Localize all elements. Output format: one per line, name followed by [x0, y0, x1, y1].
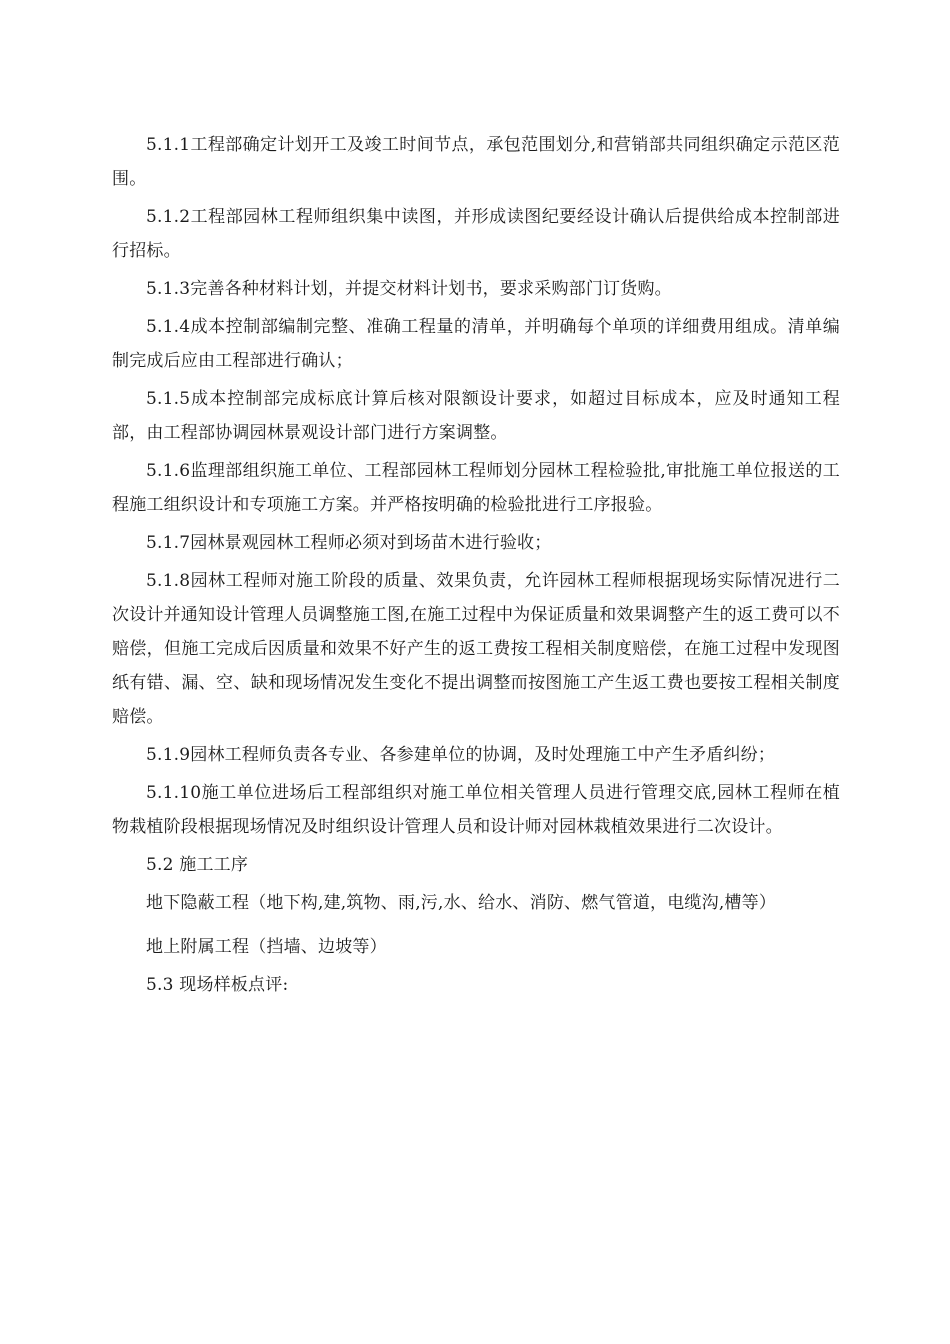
paragraph-5-1-3: 5.1.3完善各种材料计划，并提交材料计划书，要求采购部门订货购。: [146, 279, 672, 299]
paragraph-5-1-10: 5.1.10施工单位进场后工程部组织对施工单位相关管理人员进行管理交底,园林工程师在植物栽植阶段根据现场情况及时组织设计管理人员和设计师对园林栽植效果进行二次设计。: [112, 783, 840, 837]
paragraph-5-1-7: 5.1.7园林景观园林工程师必须对到场苗木进行验收；: [146, 533, 552, 553]
paragraph-5-1-9: 5.1.9园林工程师负责各专业、各参建单位的协调，及时处理施工中产生矛盾纠纷；: [146, 745, 776, 765]
paragraph-5-1-8: 5.1.8园林工程师对施工阶段的质量、效果负责，允许园林工程师根据现场实际情况进行二次设计并通知设计管理人员调整施工图,在施工过程中为保证质量和效果调整产生的返工费可以不赔偿，但施工完成后因质量和效果不好产生的返工费按工程相关制度赔偿，在施工过程中发现图纸有错、漏、空、缺和现场情况发生变化不提出调整而按图施工产生返工费也要按工程相关制度赔偿。: [112, 571, 841, 727]
paragraph-5-1-5: 5.1.5成本控制部完成标底计算后核对限额设计要求，如超过目标成本，应及时通知工程部，由工程部协调园林景观设计部门进行方案调整。: [112, 389, 840, 443]
paragraph-5-1-4: 5.1.4成本控制部编制完整、准确工程量的清单，并明确每个单项的详细费用组成。清单编制完成后应由工程部进行确认；: [112, 317, 840, 371]
section-heading-5-2: 5.2 施工工序: [146, 855, 249, 875]
section-heading-5-3: 5.3 现场样板点评:: [146, 975, 289, 995]
paragraph-aboveground-works: 地上附属工程（挡墙、边坡等）: [146, 937, 387, 957]
paragraph-5-1-1: 5.1.1工程部确定计划开工及竣工时间节点，承包范围划分,和营销部共同组织确定示范区范围。: [112, 135, 840, 189]
document-page: [112, 128, 840, 1006]
paragraph-underground-works: 地下隐蔽工程（地下构,建,筑物、雨,污,水、给水、消防、燃气管道，电缆沟,槽等）: [146, 893, 777, 913]
paragraph-5-1-2: 5.1.2工程部园林工程师组织集中读图，并形成读图纪要经设计确认后提供给成本控制部进行招标。: [112, 207, 840, 261]
paragraph-5-1-6: 5.1.6监理部组织施工单位、工程部园林工程师划分园林工程检验批,审批施工单位报送的工程施工组织设计和专项施工方案。并严格按明确的检验批进行工序报验。: [112, 461, 840, 515]
